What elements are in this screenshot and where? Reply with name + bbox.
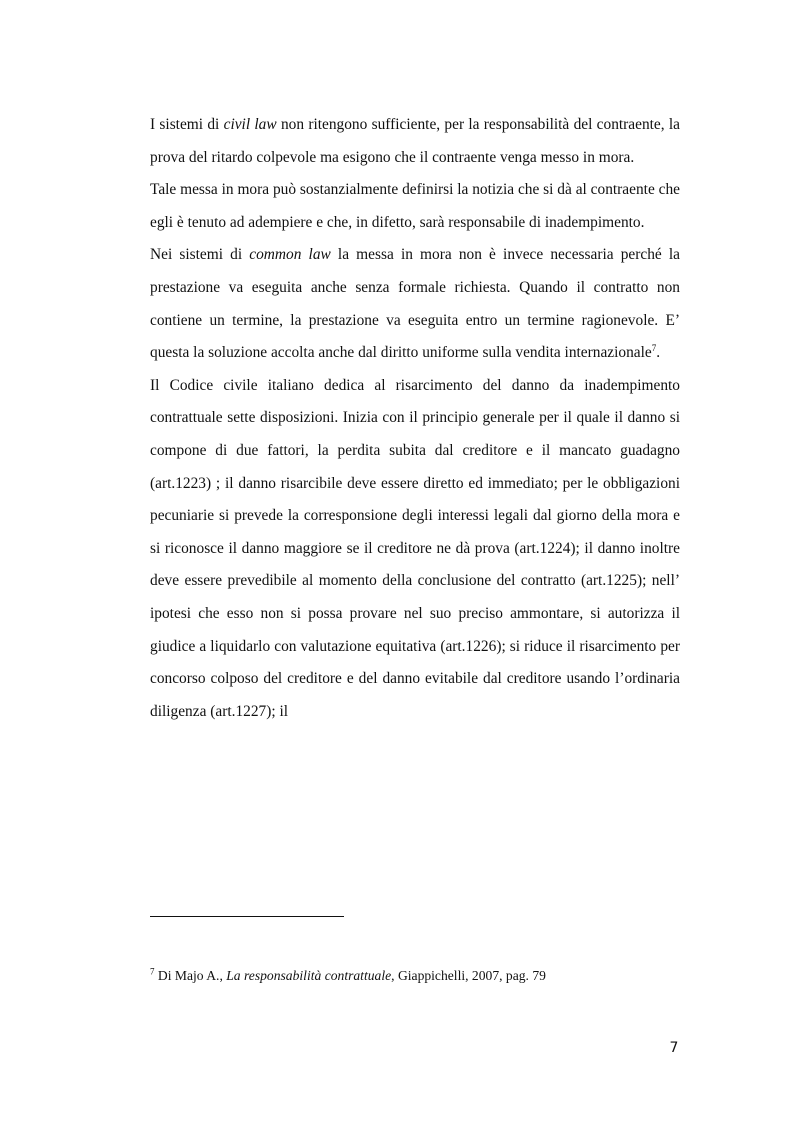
italic-term-civil-law: civil law — [223, 116, 277, 133]
footnote-text: Di Majo A., — [154, 968, 227, 983]
text-segment: I sistemi di — [150, 116, 224, 133]
paragraph-civil-law — [150, 109, 680, 174]
text-segment: non ritengono sufficiente, per la responsabilità del contraente, la prova del ritardo colpevole ma esigono che il contraente venga messo in mora. — [150, 116, 681, 166]
footnote-text: , Giappichelli, 2007, pag. 79 — [391, 968, 546, 983]
footnote-number: 7 — [150, 966, 155, 977]
text-segment: Tale messa in mora può sostanzialmente definirsi la notizia che si dà al contraente che egli è tenuto ad adempiere e che, in difetto, sarà responsabile di inadempimento. — [150, 181, 680, 231]
footnote-reference[interactable]: 7 — [651, 343, 657, 354]
text-segment: . — [656, 344, 661, 362]
body-text — [150, 109, 680, 728]
paragraph-common-law — [150, 239, 680, 369]
paragraph-messa-in-mora — [150, 174, 680, 239]
footnote-separator — [150, 916, 344, 917]
italic-term-common-law: common law — [249, 246, 331, 264]
paragraph-codice-civile — [150, 370, 680, 729]
text-segment: Il Codice civile italiano dedica al risarcimento del danno da inadempimento contrattuale sette disposizioni. Inizia con il principio generale per il quale il danno si compone di due fattori, la perdita subita dal creditore e il mancato guadagno (art.1223) ; il danno risarcibile deve essere diretto ed immediato; per le obbligazioni pecuniarie si prevede la corresponsione degli interessi legali dal giorno della mora e si riconosce il danno maggiore se il creditore ne dà prova (art.1224); il danno inoltre deve essere prevedibile al momento della conclusione del contratto (art.1225); nell’ ipotesi che esso non si possa provare nel suo preciso ammontare, si autorizza il giudice a liquidarlo con valutazione equitativa (art.1226); si riduce il risarcimento per concorso colposo del creditore e del danno evitabile dal creditore usando l’ordinaria diligenza (art.1227); il — [150, 376, 680, 720]
footnote-book-title: La responsabilità contrattuale — [226, 968, 392, 983]
page-number: 7 — [669, 1040, 679, 1056]
text-segment: Nei sistemi di — [150, 246, 250, 264]
footnote — [150, 966, 680, 986]
text-segment: la messa in mora non è invece necessaria perché la prestazione va eseguita anche senza formale richiesta. Quando il contratto non contiene un termine, la prestazione va eseguita entro un termine ragionevole. E’ questa la soluzione accolta anche dal diritto uniforme sulla vendita internazionale — [150, 246, 680, 362]
